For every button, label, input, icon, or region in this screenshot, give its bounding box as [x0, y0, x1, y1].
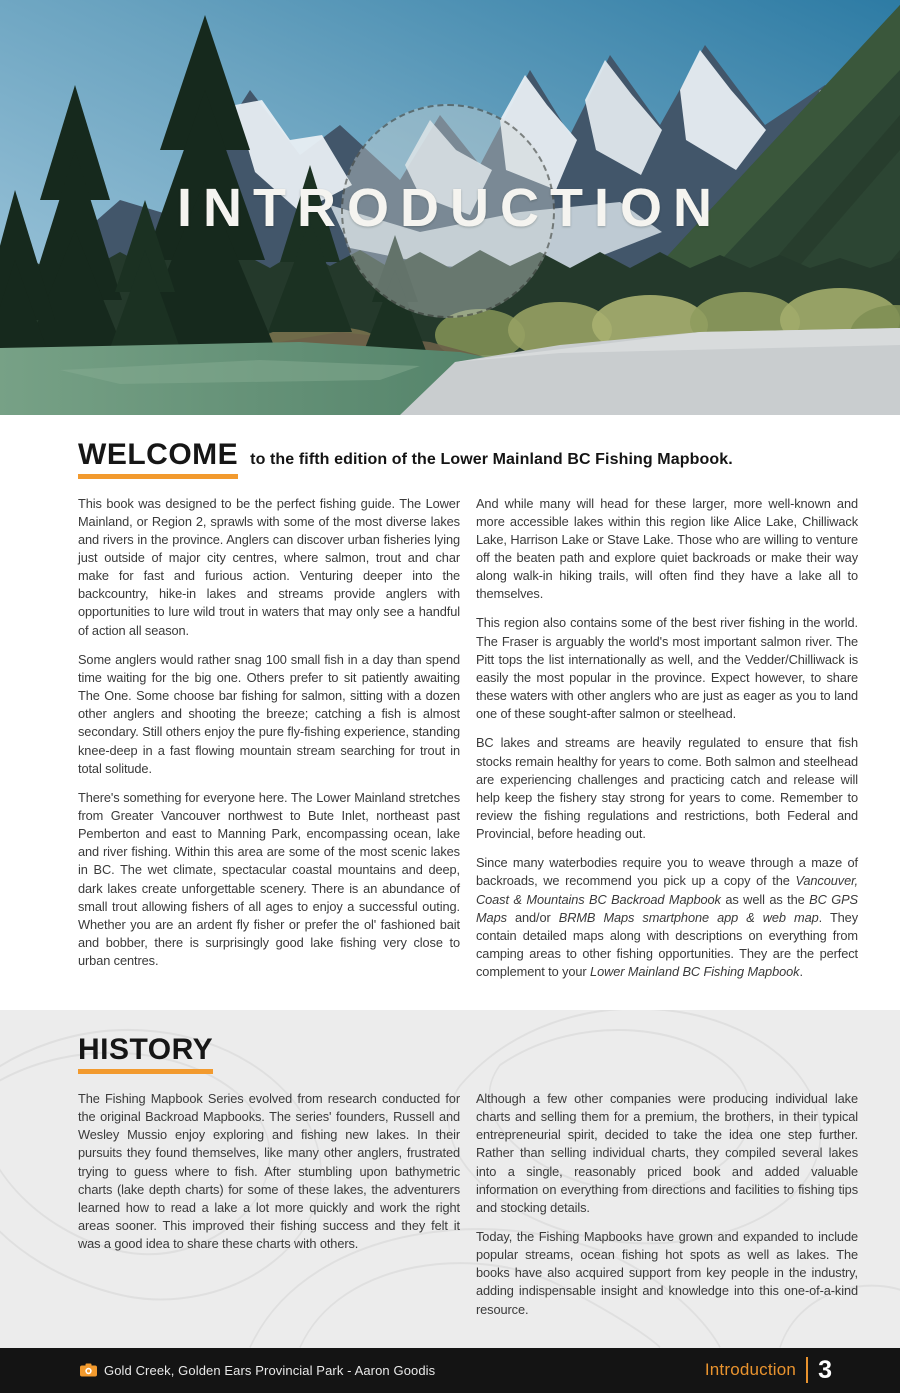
history-content — [0, 1010, 900, 1347]
footer-divider — [806, 1357, 808, 1383]
paragraph: Today, the Fishing Mapbooks have grown and expanded to include popular streams, ocean fishing hot spots as well as lakes. The books have also acquired support from key people in the industry, adding indispensable insight and knowledge into this one-of-a-kind resource. — [476, 1229, 858, 1317]
paragraph: There's something for everyone here. The Lower Mainland stretches from Greater Vancouver northwest to Bute Inlet, northeast past Pemberton and east to Manning Park, encompassing ocean, lake and river fishing. Within this area are some of the most scenic lakes in BC. The wet climate, spectacular coastal mountains and deep, dark lakes create unforgettable scenery. There is an abundance of small trout allowing fishers of all ages to enjoy a successful outing. Whether you are an ardent fly fisher or prefer the ol' fashioned bait and bobber, there is surprisingly good lake fishing very close to urban centres. — [78, 789, 460, 969]
page-footer — [0, 1348, 900, 1393]
photo-credit-text: Gold Creek, Golden Ears Provincial Park - Aaron Goodis — [104, 1362, 436, 1378]
history-column-left — [78, 1090, 460, 1330]
camera-icon — [80, 1363, 97, 1377]
welcome-heading-row — [78, 439, 858, 479]
history-heading: HISTORY — [78, 1034, 213, 1074]
history-section — [0, 1010, 900, 1347]
history-columns — [78, 1090, 858, 1330]
history-heading-row — [78, 1034, 858, 1074]
welcome-heading: WELCOME — [78, 439, 238, 479]
paragraph: This region also contains some of the best river fishing in the world. The Fraser is arguably the world's most important salmon river. The Pitt tops the list internationally as well, and the Vedder/Chilliwack is easily the most popular in the province. Expect however, to share these waters with other anglers who are just as eager as you to land one of these sought-after salmon or steelhead. — [476, 615, 858, 722]
section-label: Introduction — [704, 1360, 797, 1380]
paragraph: Some anglers would rather snag 100 small fish in a day than spend time waiting for the big one. Others prefer to sit patiently awaiting The One. Some choose bar fishing for salmon, sitting with a dozen other anglers and shooting the breeze; catching a fish is almost secondary. Still others enjoy the pure fly-fishing experience, standing knee-deep in a fast flowing mountain stream searching for trout in total solitude. — [78, 651, 460, 776]
paragraph: This book was designed to be the perfect fishing guide. The Lower Mainland, or Region 2, sprawls with some of the most diverse lakes and rivers in the province. Anglers can discover urban fisheries lying just outside of major city centres, where salmon, trout and char make for fast and furious action. Venturing deeper into the backcountry, hike-in lakes and streams provide anglers with opportunities to lure wild trout in waters that may only see a handful of action all season. — [78, 495, 460, 638]
page-title: INTRODUCTION — [177, 178, 723, 238]
page-number: 3 — [818, 1355, 832, 1384]
welcome-columns — [78, 495, 858, 993]
welcome-section — [0, 415, 900, 1010]
hero-banner — [0, 0, 900, 415]
page-reference — [705, 1356, 832, 1385]
welcome-column-left — [78, 495, 460, 993]
paragraph: And while many will head for these larger, more well-known and more accessible lakes within this region like Alice Lake, Chilliwack Lake, Harrison Lake or Stave Lake. Those who are willing to venture off the beaten path and explore quiet backroads or make their way along walk-in hiking trails, will often find they have a lake all to themselves. — [476, 495, 858, 602]
welcome-column-right — [476, 495, 858, 993]
welcome-subheading: to the fifth edition of the Lower Mainland BC Fishing Mapbook. — [250, 451, 733, 468]
paragraph: The Fishing Mapbook Series evolved from research conducted for the original Backroad Mapbooks. The series' founders, Russell and Wesley Mussio enjoy exploring and fishing new lakes. In their pursuits they found themselves, like many other anglers, frustrated trying to guess where to fish. After stumbling upon bathymetric charts (lake depth charts) for some of these lakes, the adventurers learned how to read a lake a lot more quickly and work the right areas sooner. This improved their fishing success and they felt it was a good idea to share these charts with others. — [78, 1090, 460, 1252]
paragraph: Although a few other companies were producing individual lake charts and selling them for a premium, the brothers, in their typical entrepreneurial spirit, decided to take the idea one step further. Rather than selling individual charts, they compiled several lakes into a single, reasonably priced book and added valuable information on everything from directions and facilities to fishing tips and stocking details. — [476, 1090, 858, 1215]
history-column-right — [476, 1090, 858, 1330]
paragraph: Since many waterbodies require you to weave through a maze of backroads, we recommend you pick up a copy of the Vancouver, Coast & Mountains BC Backroad Mapbook as well as the BC GPS Maps and/or BRMB Maps smartphone app & web map. They contain detailed maps along with descriptions on everything from camping areas to other fishing opportunities. They are the perfect complement to your Lower Mainland BC Fishing Mapbook. — [476, 855, 858, 980]
photo-credit — [80, 1363, 435, 1378]
paragraph: BC lakes and streams are heavily regulated to ensure that fish stocks remain healthy for years to come. Both salmon and steelhead are experiencing challenges and practicing catch and release will help keep the fishery stay strong for years to come. Remember to review the fishing regulations and restrictions, both Federal and Provincial, before heading out. — [476, 735, 858, 842]
